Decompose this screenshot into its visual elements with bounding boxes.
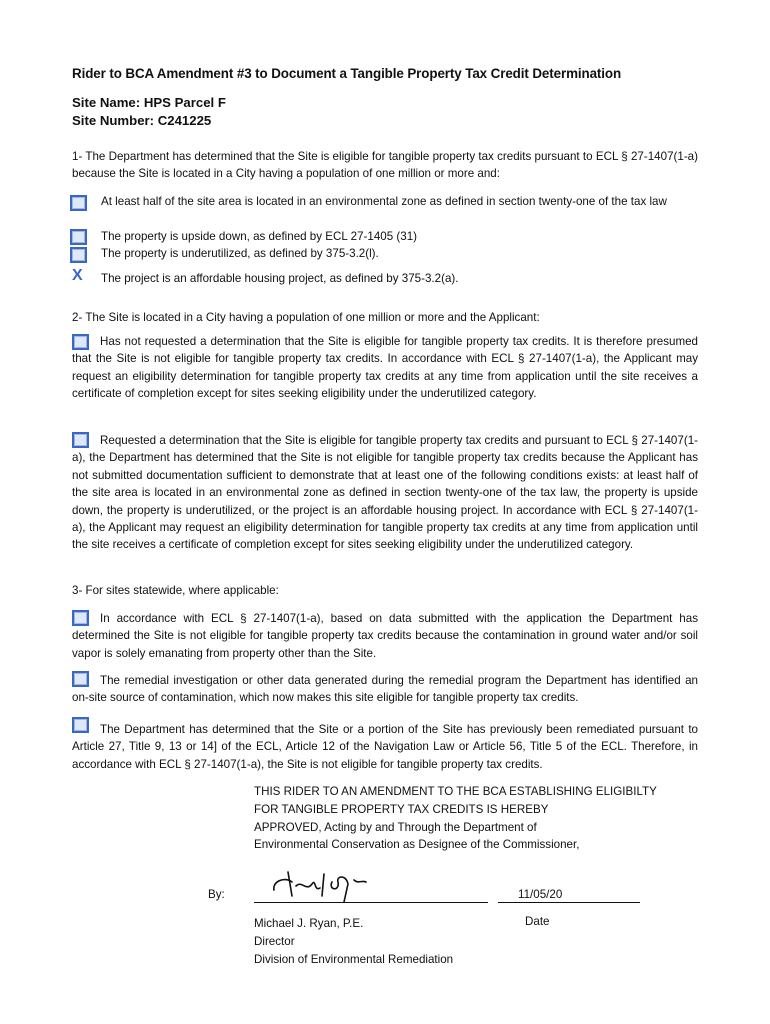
section2-item2-text: Requested a determination that the Site is eligible for tangible property tax credits and pursuant to ECL § 27-1407(1-a), the Department has determined that the Site is not eligible for tangible property tax credits because the Applicant has not submitted documentation sufficient to demonstrate that at least one of the following conditions exists: at least half of the site area is located in an environmental zone as defined in section twenty-one of the tax law, the property is upside down, the property is underutilized, or the project is an affordable housing project. In accordance with ECL § 27-1407(1-a), the Applicant may request an eligibility determination for tangible property tax credits at any time from application until the site receives a certificate of completion except for sites seeking eligibility under the underutilized category. (72, 434, 698, 552)
section1-item4-x-mark[interactable]: X (72, 267, 83, 284)
section2-intro: 2- The Site is located in a City having a population of one million or more and the Applicant: (72, 311, 540, 324)
section1-intro: 1- The Department has determined that the Site is eligible for tangible property tax credits pursuant to ECL § 27-1407(1-a) because the Site is located in a City having a population of one million or more and: (72, 150, 698, 181)
handwritten-signature (262, 862, 382, 904)
section3-item2-text: The remedial investigation or other data generated during the remedial program the Department has identified an on-site source of contamination, which now makes this site eligible for tangible property tax credits. (72, 674, 698, 705)
section3-item1-text: In accordance with ECL § 27-1407(1-a), based on data submitted with the application the Department has determined the Site is not eligible for tangible property tax credits because the contamination in ground water and/or soil vapor is solely emanating from property other than the Site. (72, 612, 698, 660)
approval-line-3: APPROVED, Acting by and Through the Department of (254, 820, 537, 834)
approval-line-2: FOR TANGIBLE PROPERTY TAX CREDITS IS HEREBY (254, 802, 549, 816)
site-name: Site Name: HPS Parcel F (72, 95, 226, 110)
section2-item1-text: Has not requested a determination that the Site is eligible for tangible property tax credits. It is therefore presumed that the Site is not eligible for tangible property tax credits. In accordance with ECL § 27-1407(1-a), the Applicant may request an eligibility determination for tangible property tax credits at any time from application until the site receives a certificate of completion except for sites seeking eligibility under the underutilized category. (72, 335, 698, 401)
section1-item2-label: The property is upside down, as defined by ECL 27-1405 (31) (101, 230, 418, 243)
section1-item1-label: At least half of the site area is located in an environmental zone as defined in section twenty-one of the tax law (101, 195, 667, 208)
section3-item3-text: The Department has determined that the Site or a portion of the Site has previously been remediated pursuant to Article 27, Title 9, 13 or 14] of the ECL, Article 12 of the Navigation Law or Article 56, Title 5 of the ECL. Therefore, in accordance with ECL § 27-1407(1-a), the Site is not eligible for tangible property tax credits. (72, 723, 698, 771)
signer-name: Michael J. Ryan, P.E. (254, 917, 364, 930)
approval-line-4: Environmental Conservation as Designee of the Commissioner, (254, 838, 580, 852)
section1-item3-label: The property is underutilized, as defined by 375-3.2(l). (101, 247, 379, 260)
signer-block (254, 915, 453, 968)
signature-line (254, 902, 488, 903)
section1-item4-label: The project is an affordable housing project, as defined by 375-3.2(a). (101, 272, 459, 285)
site-number: Site Number: C241225 (72, 113, 212, 128)
approval-line-1: THIS RIDER TO AN AMENDMENT TO THE BCA ESTABLISHING ELIGIBILTY (254, 785, 657, 798)
by-label: By: (208, 888, 225, 901)
date-value: 11/05/20 (518, 888, 563, 901)
approval-statement (254, 783, 674, 854)
date-label: Date (525, 915, 550, 928)
section1-item2-checkbox[interactable] (70, 229, 87, 245)
section3-intro: 3- For sites statewide, where applicable: (72, 584, 279, 597)
section1-item3-checkbox[interactable] (70, 247, 87, 263)
section1-item1-checkbox[interactable] (70, 195, 87, 211)
signer-division: Division of Environmental Remediation (254, 952, 454, 966)
document-title: Rider to BCA Amendment #3 to Document a Tangible Property Tax Credit Determination (72, 66, 622, 81)
signer-title: Director (254, 934, 295, 948)
date-line (498, 902, 640, 903)
